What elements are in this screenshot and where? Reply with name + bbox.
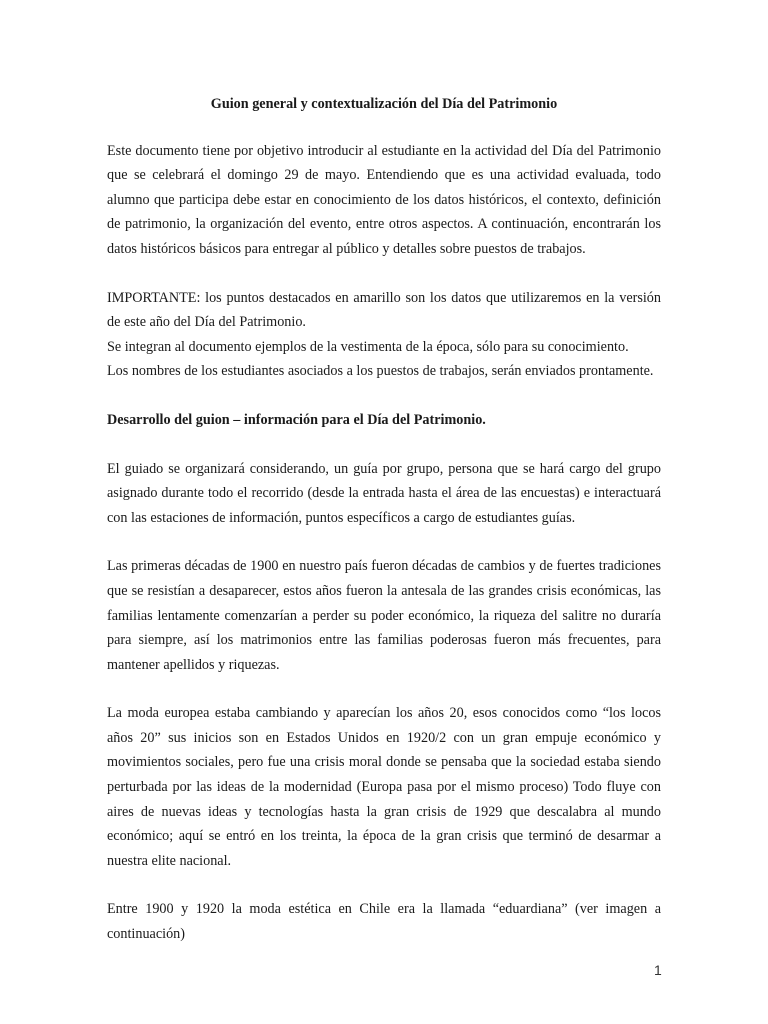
edwardian-paragraph: Entre 1900 y 1920 la moda estética en Chile era la llamada “eduardiana” (ver imagen a continuación) — [107, 901, 661, 943]
students-note: Los nombres de los estudiantes asociados a los puestos de trabajos, serán enviados prontamente. — [107, 363, 654, 380]
document-body — [107, 92, 661, 971]
history-paragraph: Las primeras décadas de 1900 en nuestro país fueron décadas de cambios y de fuertes tradiciones que se resistían a desaparecer, estos años fueron la antesala de las grandes crisis económicas, las familias lentamente comenzarían a perder su poder económico, la riqueza del salitre no duraría para siempre, así los matrimonios entre las familias poderosas fueron más frecuentes, para mantener apellidos y riquezas. — [107, 558, 661, 673]
document-title: Guion general y contextualización del Día del Patrimonio — [210, 96, 558, 112]
important-note: IMPORTANTE: los puntos destacados en amarillo son los datos que utilizaremos en la versión de este año del Día del Patrimonio. — [107, 289, 661, 331]
fashion-paragraph: La moda europea estaba cambiando y aparecían los años 20, esos conocidos como “los locos años 20” sus inicios son en Estados Unidos en 1920/2 con un gran empuje económico y movimientos sociales, pero fue una crisis moral donde se pensaba que la sociedad estaba siendo perturbada por las ideas de la modernidad (Europa pasa por el mismo proceso) Todo fluye con aires de nuevas ideas y tecnologías hasta la gran crisis de 1929 que descalabra al mundo económico; aquí se entró en los treinta, la época de la gran crisis que terminó de desarmar a nuestra elite nacional. — [107, 705, 661, 869]
guide-paragraph: El guiado se organizará considerando, un guía por grupo, persona que se hará cargo del grupo asignado durante todo el recorrido (desde la entrada hasta el área de las encuestas) e interactuará con las estaciones de información, puntos específicos a cargo de estudiantes guías. — [107, 460, 661, 526]
notes-block — [107, 286, 661, 384]
clothing-note: Se integran al documento ejemplos de la vestimenta de la época, sólo para su conocimiento. — [107, 338, 629, 355]
intro-paragraph: Este documento tiene por objetivo introducir al estudiante en la actividad del Día del Patrimonio que se celebrará el domingo 29 de mayo. Entendiendo que es una actividad evaluada, todo alumno que participa debe estar en conocimiento de los datos históricos, el contexto, definición de patrimonio, la organización del evento, entre otros aspectos. A continuación, encontrarán los datos históricos básicos para entregar al público y detalles sobre puestos de trabajos. — [107, 142, 661, 257]
section-heading: Desarrollo del guion – información para el Día del Patrimonio. — [107, 411, 486, 428]
page-number: 1 — [654, 962, 662, 978]
